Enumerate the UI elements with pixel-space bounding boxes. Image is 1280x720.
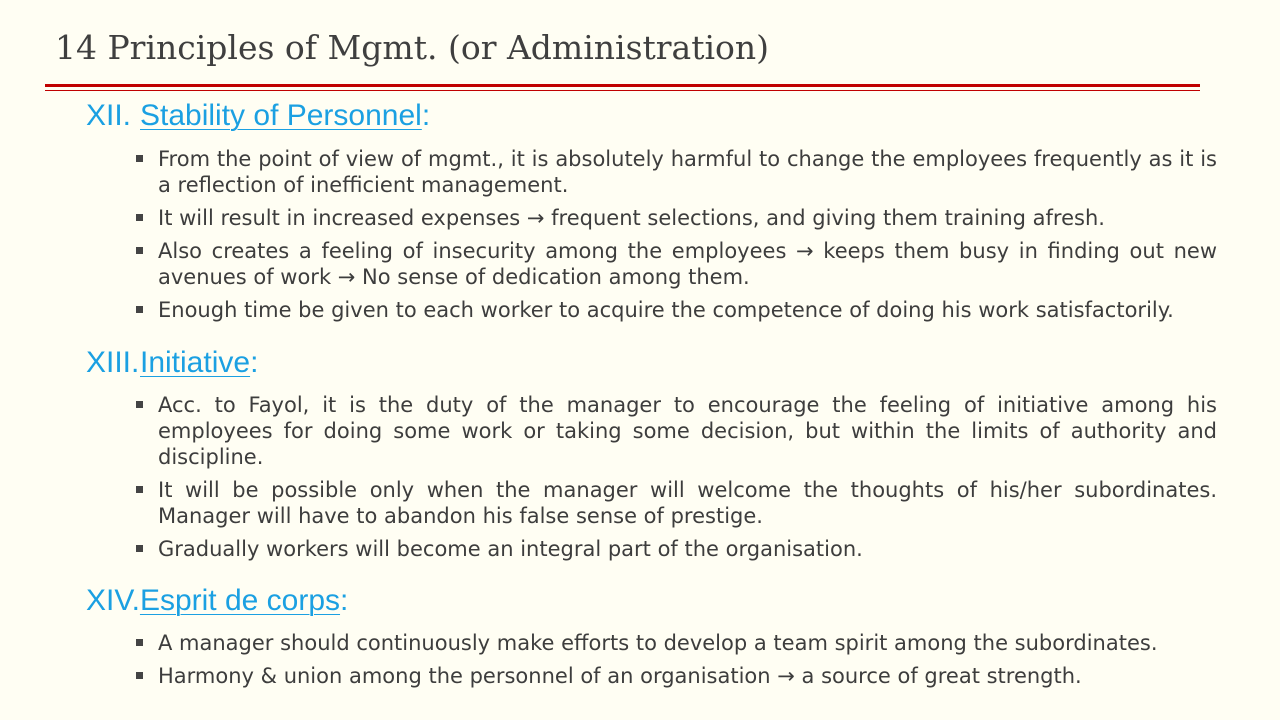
section-number: XIV. [86, 584, 140, 617]
list-item: From the point of view of mgmt., it is absolutely harmful to change the employees frequently as it is a reflection of inefficient management. [135, 146, 1217, 198]
section-title: Esprit de corps [139, 584, 341, 617]
title-divider-thick [45, 84, 1200, 87]
section-number: XIII. [86, 346, 140, 379]
section-colon: : [340, 584, 349, 617]
title-divider-thin [45, 90, 1200, 91]
list-item: Harmony & union among the personnel of an organisation → a source of great strength. [135, 663, 1217, 689]
slide-title: 14 Principles of Mgmt. (or Administration) [55, 28, 770, 67]
section-title: Initiative [140, 346, 251, 379]
section-heading-initiative [86, 346, 258, 380]
list-item: Also creates a feeling of insecurity among the employees → keeps them busy in finding out new avenues of work → No sense of dedication among them. [135, 238, 1217, 290]
bullet-list-initiative [135, 392, 1217, 562]
list-item: Enough time be given to each worker to acquire the competence of doing his work satisfactorily. [135, 297, 1217, 323]
list-item: It will result in increased expenses → frequent selections, and giving them training afresh. [135, 205, 1217, 231]
list-item: Acc. to Fayol, it is the duty of the manager to encourage the feeling of initiative among his employees for doing some work or taking some decision, but within the limits of authority and discipline. [135, 392, 1217, 470]
bullet-list-esprit-de-corps [135, 630, 1217, 689]
section-number: XII. [86, 99, 132, 132]
list-item: Gradually workers will become an integral part of the organisation. [135, 536, 1217, 562]
section-title: Stability of Personnel [140, 99, 422, 132]
list-item: It will be possible only when the manager will welcome the thoughts of his/her subordinates. Manager will have to abandon his false sense of prestige. [135, 477, 1217, 529]
section-heading-esprit-de-corps [86, 584, 348, 618]
bullet-list-stability [135, 146, 1217, 323]
section-colon: : [250, 346, 259, 379]
section-colon: : [421, 99, 431, 132]
list-item: A manager should continuously make efforts to develop a team spirit among the subordinates. [135, 630, 1217, 656]
section-heading-stability [86, 99, 430, 133]
